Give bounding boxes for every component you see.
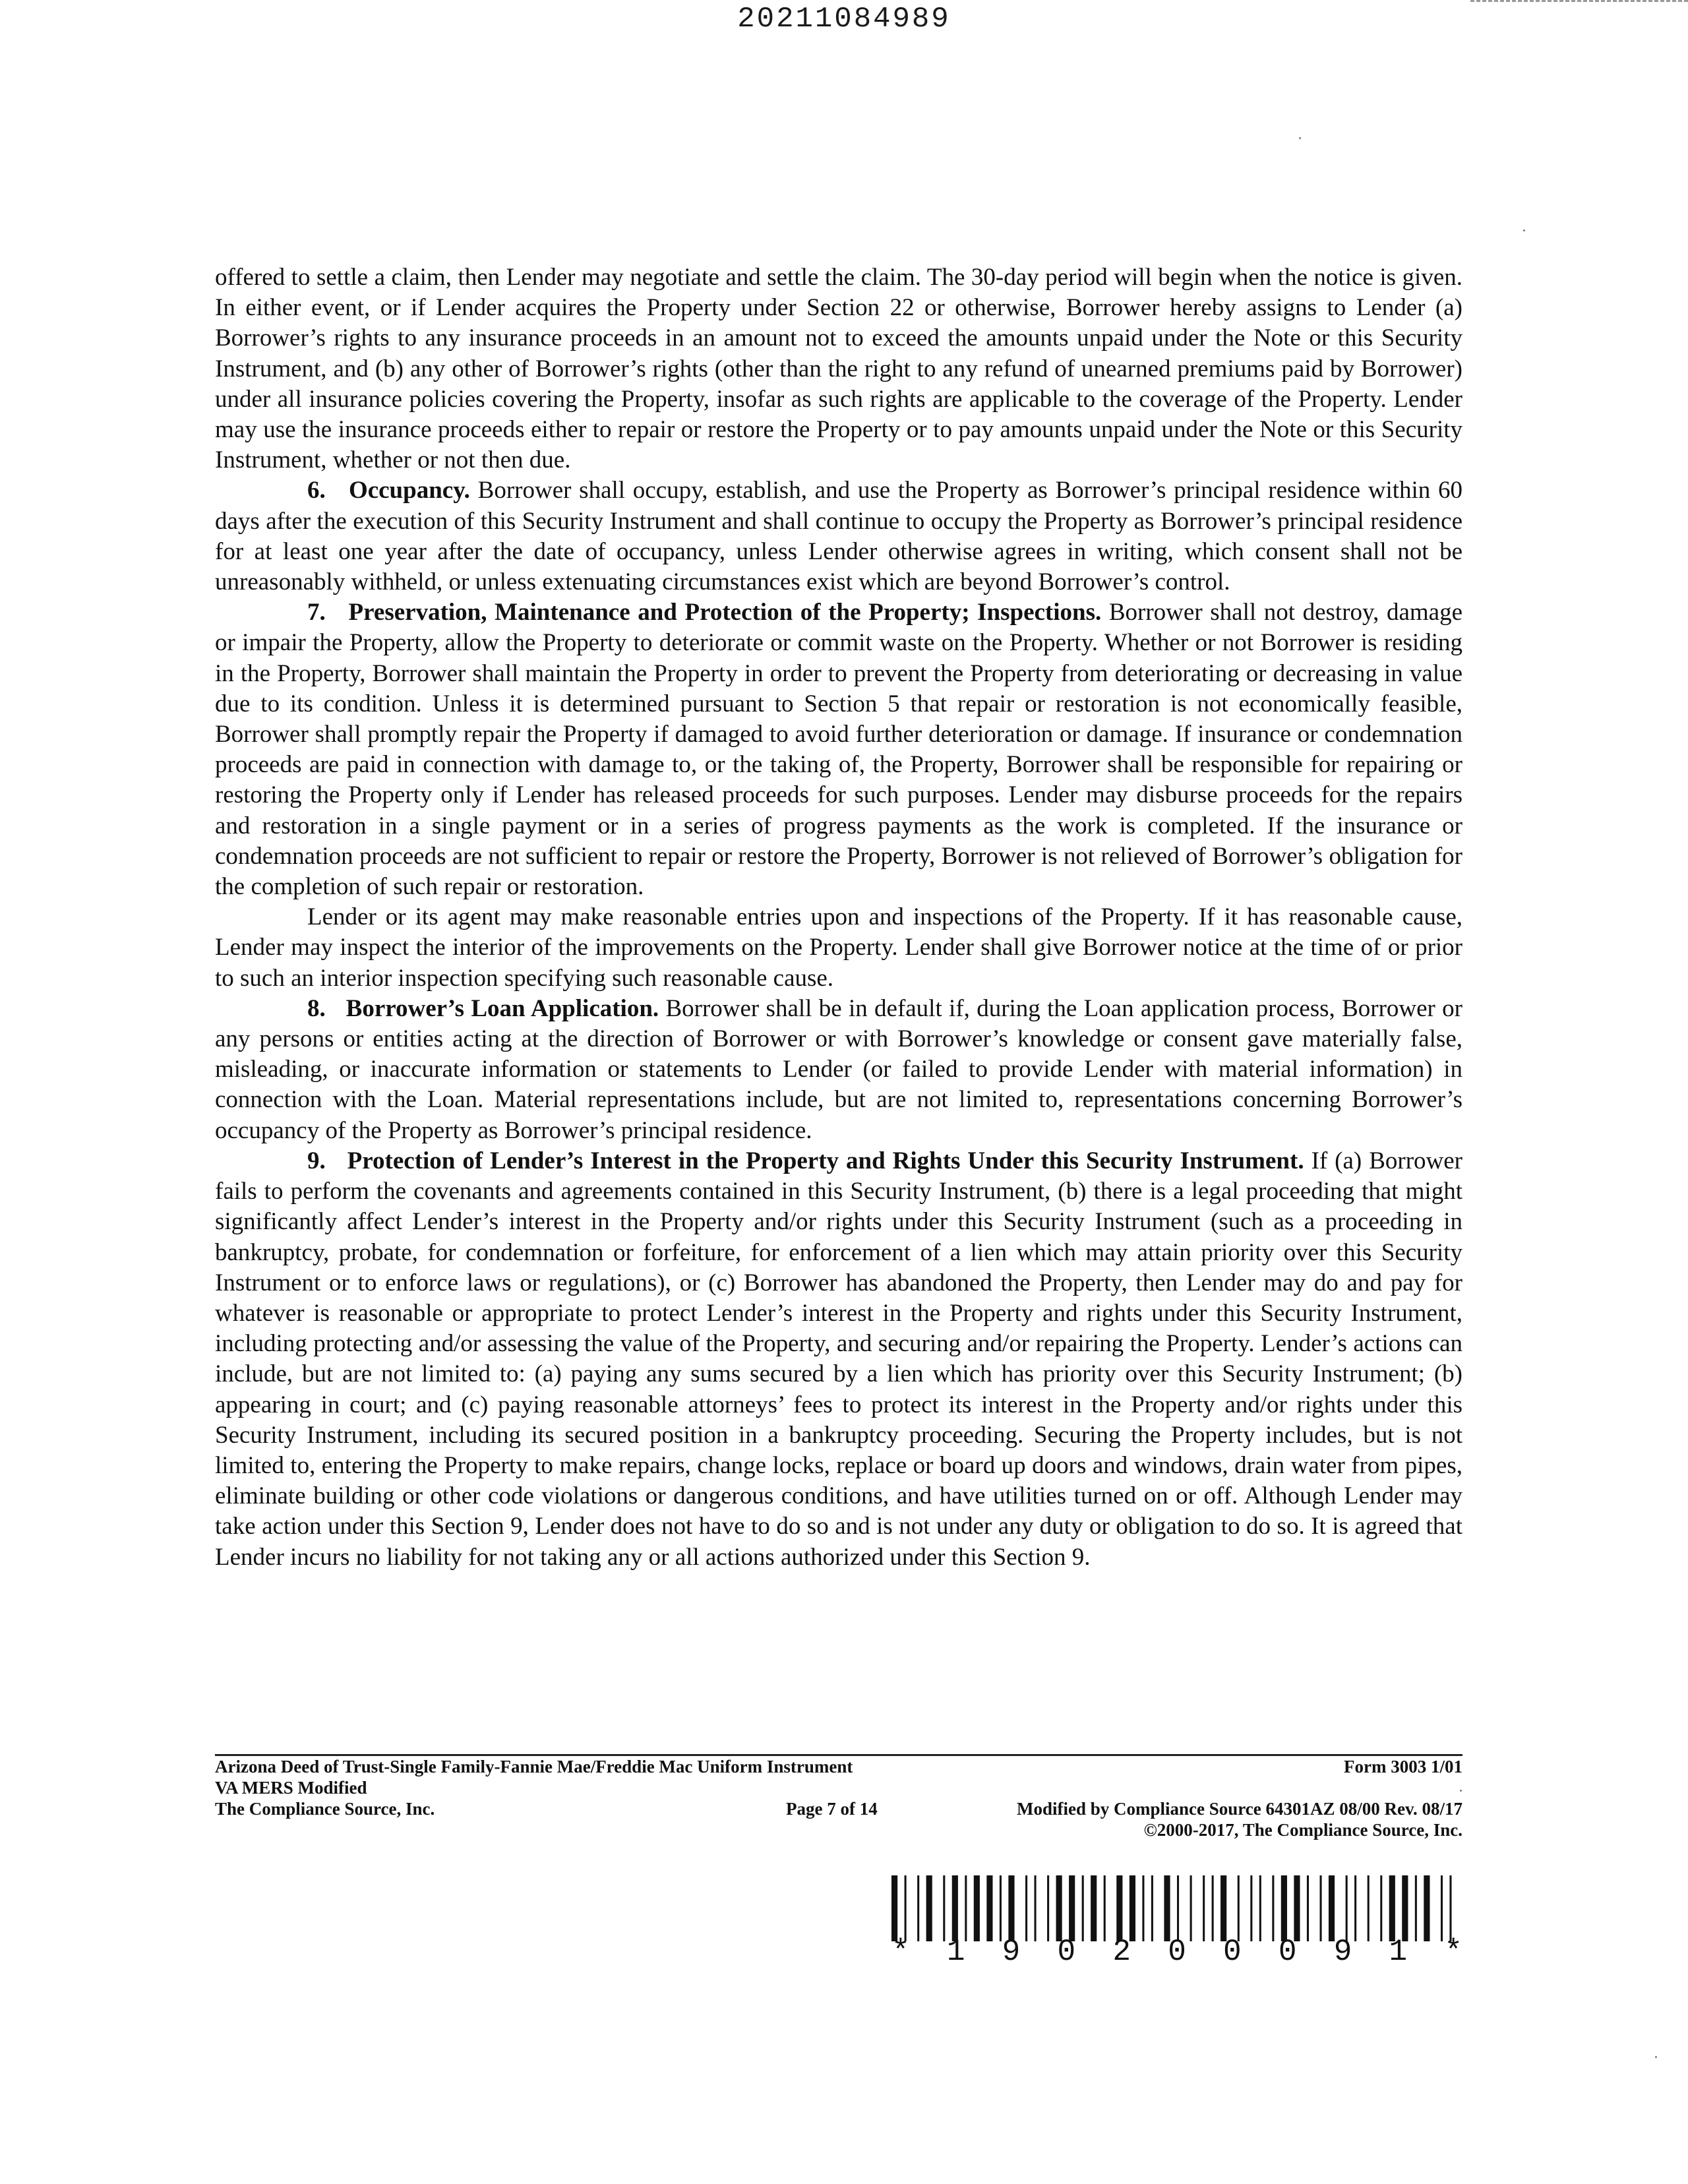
section-text: Borrower shall be in default if, during the Loan application process, Borrower or any persons or entities acting at the direction of Borrower or with Borrower’s knowledge or consent gave materially false, misleading, or inaccurate information or statements to Lender (or failed to provide Lender with material information) in connection with the Loan. Material representations include, but are not limited to, representations concerning Borrower’s occupancy of the Property as Borrower’s principal residence. xyxy=(215,994,1462,1144)
section-9 xyxy=(215,1146,1462,1573)
section-number: 6. xyxy=(307,477,326,504)
section-number: 7. xyxy=(307,599,326,626)
barcode-digits: * 1 9 0 2 0 0 0 9 1 * xyxy=(891,1935,1462,1969)
section-title: Protection of Lender’s Interest in the Property and Rights Under this Security Instrument. xyxy=(347,1147,1304,1174)
continued-paragraph: offered to settle a claim, then Lender may negotiate and settle the claim. The 30-day period will begin when the notice is given. In either event, or if Lender acquires the Property under Section 22 or otherwise, Borrower hereby assigns to Lender (a) Borrower’s rights to any insurance proceeds in an amount not to exceed the amounts unpaid under the Note or this Security Instrument, and (b) any other of Borrower’s rights (other than the right to any refund of unearned premiums paid by Borrower) under all insurance policies covering the Property, insofar as such rights are applicable to the coverage of the Property. Lender may use the insurance proceeds either to repair or restore the Property or to pay amounts unpaid under the Note or this Security Instrument, whether or not then due. xyxy=(215,264,1462,474)
scan-speck xyxy=(1655,2056,1657,2058)
section-text: Borrower shall occupy, establish, and use the Property as Borrower’s principal residence within 60 days after the execution of this Security Instrument and shall continue to occupy the Property as Borrower’s principal residence for at least one year after the date of occupancy, unless Lender otherwise agrees in writing, which consent shall not be unreasonably withheld, or unless extenuating circumstances exist which are beyond Borrower’s control. xyxy=(215,477,1463,596)
section-7 xyxy=(215,597,1462,902)
recording-number: 20211084989 xyxy=(737,3,951,36)
barcode xyxy=(891,1875,1462,1941)
form-title: Arizona Deed of Trust-Single Family-Fannie Mae/Freddie Mac Uniform Instrument xyxy=(215,1757,853,1776)
section-text: Borrower shall not destroy, damage or impair the Property, allow the Property to deteriorate or commit waste on the Property. Whether or not Borrower is residing in the Property, Borrower shall maintain the Property in order to prevent the Property from deteriorating or decreasing in value due to its condition. Unless it is determined pursuant to Section 5 that repair or restoration is not economically feasible, Borrower shall promptly repair the Property if damaged to avoid further deterioration or damage. If insurance or condemnation proceeds are paid in connection with damage to, or the taking of, the Property, Borrower shall be responsible for repairing or restoring the Property only if Lender has released proceeds for such purposes. Lender may disburse proceeds for the repairs and restoration in a single payment or in a series of progress payments as the work is completed. If the insurance or condemnation proceeds are not sufficient to repair or restore the Property, Borrower is not relieved of Borrower’s obligation for the completion of such repair or restoration. xyxy=(215,599,1463,901)
scan-speck xyxy=(1299,137,1301,139)
company-name: The Compliance Source, Inc. xyxy=(215,1799,435,1819)
section-number: 8. xyxy=(307,994,326,1022)
modified-line: VA MERS Modified xyxy=(215,1778,367,1798)
section-title: Borrower’s Loan Application. xyxy=(346,994,659,1022)
document-body xyxy=(215,262,1462,1573)
section-text: Lender or its agent may make reasonable entries upon and inspections of the Property. If it has reasonable cause, Lender may inspect the interior of the improvements on the Property. Lender shall give Borrower notice at the time of or prior to such an interior inspection specifying such reasonable cause. xyxy=(215,903,1462,992)
section-number: 9. xyxy=(307,1147,326,1174)
page-number: Page 7 of 14 xyxy=(786,1799,878,1819)
scan-speck xyxy=(1523,229,1525,231)
section-6 xyxy=(215,475,1462,597)
section-title: Preservation, Maintenance and Protection of the Property; Inspections. xyxy=(348,599,1102,626)
modified-by: Modified by Compliance Source 64301AZ 08/00 Rev. 08/17 xyxy=(1016,1799,1462,1819)
section-8 xyxy=(215,994,1462,1146)
section-text: If (a) Borrower fails to perform the covenants and agreements contained in this Security Instrument, (b) there is a legal proceeding that might significantly affect Lender’s interest in the Property and/or rights under this Security Instrument (such as a proceeding in bankruptcy, probate, for condemnation or forfeiture, for enforcement of a lien which may attain priority over this Security Instrument or to enforce laws or regulations), or (c) Borrower has abandoned the Property, then Lender may do and pay for whatever is reasonable or appropriate to protect Lender’s interest in the Property and rights under this Security Instrument, including protecting and/or assessing the value of the Property, and securing and/or repairing the Property. Lender’s actions can include, but are not limited to: (a) paying any sums secured by a lien which has priority over this Security Instrument; (b) appearing in court; and (c) paying reasonable attorneys’ fees to protect its interest in the Property and/or rights under this Security Instrument, including its secured position in a bankruptcy proceeding. Securing the Property includes, but is not limited to, entering the Property to make repairs, change locks, replace or board up doors and windows, drain water from pipes, eliminate building or other code violations or dangerous conditions, and have utilities turned on or off. Although Lender may take action under this Section 9, Lender does not have to do so and is not under any duty or obligation to do so. It is agreed that Lender incurs no liability for not taking any or all actions authorized under this Section 9. xyxy=(215,1147,1463,1571)
form-footer xyxy=(215,1754,1462,1840)
section-7-inspections-paragraph xyxy=(215,902,1462,994)
scan-speck xyxy=(1460,1790,1462,1792)
section-title: Occupancy. xyxy=(348,477,470,504)
copyright: ©2000-2017, The Compliance Source, Inc. xyxy=(1143,1820,1462,1840)
form-number: Form 3003 1/01 xyxy=(1344,1757,1462,1776)
